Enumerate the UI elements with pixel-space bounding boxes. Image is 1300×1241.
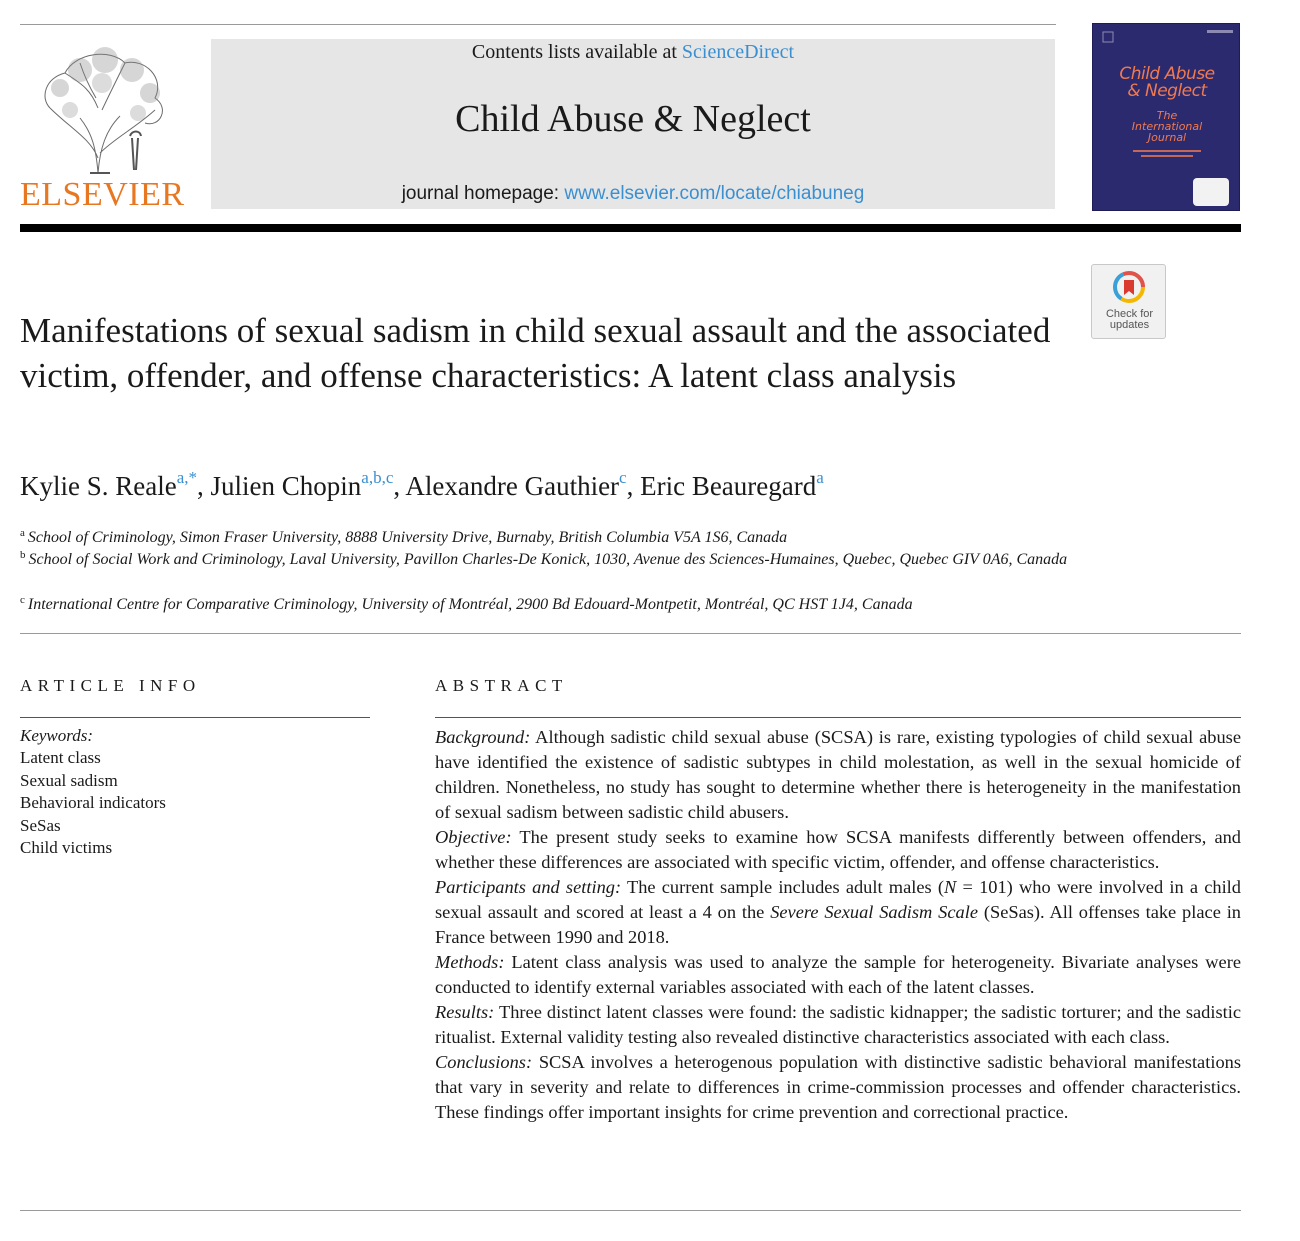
cover-title-line2: & Neglect — [1127, 81, 1207, 101]
header-thick-rule — [20, 224, 1241, 232]
contents-prefix: Contents lists available at — [471, 41, 682, 63]
affiliation-mark: a — [20, 527, 25, 539]
author-affiliation-marks[interactable]: c — [619, 468, 627, 487]
keywords-block — [20, 725, 360, 859]
article-title: Manifestations of sexual sadism in child sexual assault and the associated victim, offender, and offense characteristics: A latent class analysis — [20, 311, 1051, 395]
journal-cover-thumbnail[interactable] — [1092, 23, 1240, 211]
abstract-body — [435, 725, 1241, 1125]
background-text: Although sadistic child sexual abuse (SCSA) is rare, existing typologies of child sexual abuse have identified the existence of sadistic subtypes in child molestation, as well in the sexual homicide of children. Nonetheless, no study has sought to determine whether there is heterogeneity in the manifestation of sexual sadism between sadistic child abusers. — [435, 727, 1241, 822]
results-label: Results: — [435, 1002, 495, 1022]
cover-publisher-mark-icon — [1095, 26, 1239, 46]
conclusions-text: SCSA involves a heterogenous population with distinctive sadistic behavioral manifestations that vary in severity and relate to differences in crime-commission processes and offender characteristics. These findings offer important insights for crime prevention and correctional practice. — [435, 1052, 1241, 1122]
abstract-bottom-rule — [20, 1210, 1241, 1211]
cover-subtitle — [1093, 110, 1241, 143]
affiliation-text: School of Criminology, Simon Fraser University, 8888 University Drive, Burnaby, British Columbia V5A 1S6, Canada — [27, 529, 788, 546]
cover-title — [1093, 66, 1241, 100]
keyword-item: Behavioral indicators — [20, 793, 166, 813]
check-updates-label — [1092, 309, 1167, 331]
objective-text: The present study seeks to examine how SCSA manifests differently between offenders, and whether these differences are associated with specific victim, offender, and offense characteristics. — [435, 827, 1241, 872]
author-list — [20, 468, 1120, 502]
results-text: Three distinct latent classes were found: the sadistic kidnapper; the sadistic torturer; and the sadistic ritualist. External validity testing also revealed distinctive characteristics associated with each class. — [435, 1002, 1241, 1047]
conclusions-label: Conclusions: — [435, 1052, 533, 1072]
author-separator: , — [393, 471, 406, 501]
sciencedirect-link[interactable]: ScienceDirect — [681, 41, 795, 63]
article-info-heading: ARTICLE INFO — [20, 676, 201, 695]
homepage-prefix: journal homepage: — [401, 183, 565, 204]
abstract-results — [435, 1000, 1241, 1050]
author-name[interactable]: Eric Beauregard — [640, 471, 817, 501]
author-separator: , — [197, 471, 211, 501]
objective-label: Objective: — [435, 827, 512, 847]
participants-scale: Severe Sexual Sadism Scale — [770, 902, 979, 922]
abstract-methods — [435, 950, 1241, 1000]
participants-n: N — [944, 877, 957, 897]
author-name[interactable]: Julien Chopin — [210, 471, 362, 501]
cover-sub-line2: International — [1131, 120, 1203, 133]
author-name[interactable]: Kylie S. Reale — [20, 471, 177, 501]
abstract-heading: ABSTRACT — [435, 676, 568, 695]
author-affiliation-marks[interactable]: a,b,c — [361, 468, 394, 487]
publisher-name: ELSEVIER — [20, 176, 185, 213]
background-label: Background: — [435, 727, 531, 747]
keywords-label: Keywords: — [20, 726, 94, 745]
keyword-item: Child victims — [20, 838, 113, 858]
abstract-background — [435, 725, 1241, 825]
abstract-conclusions — [435, 1050, 1241, 1125]
keyword-item: Sexual sadism — [20, 770, 118, 790]
methods-text: Latent class analysis was used to analyze the sample for heterogeneity. Bivariate analyses were conducted to identify external variables associated with each of the latent classes. — [435, 952, 1241, 997]
contents-line — [211, 41, 1055, 64]
cover-society-seal-icon — [1193, 178, 1229, 206]
keyword-item: SeSas — [20, 815, 61, 835]
journal-homepage-line — [211, 183, 1055, 205]
participants-text-b: = 101) who were involved in a child sexual assault and scored at least a 4 on the — [435, 877, 1241, 922]
article-info-rule — [20, 717, 370, 718]
check-for-updates-button[interactable] — [1091, 264, 1166, 339]
affiliation-b — [20, 544, 1080, 571]
header-top-rule — [20, 24, 1056, 25]
keyword-item: Latent class — [20, 748, 101, 768]
journal-masthead — [211, 39, 1055, 209]
author-name[interactable]: Alexandre Gauthier — [405, 471, 620, 501]
affiliation-text: International Centre for Comparative Criminology, University of Montréal, 2900 Bd Edouard-Montpetit, Montréal, QC HST 1J4, Canada — [27, 596, 913, 613]
check-updates-line1: Check for — [1105, 308, 1154, 320]
participants-label: Participants and setting: — [435, 877, 622, 897]
participants-text-c: (SeSas). All offenses take place in France between 1990 and 2018. — [435, 902, 1241, 947]
author-affiliation-marks[interactable]: a,* — [176, 468, 198, 487]
abstract-objective — [435, 825, 1241, 875]
abstract-rule — [435, 717, 1241, 718]
section-divider — [20, 633, 1241, 634]
affiliation-c — [20, 589, 1080, 616]
cover-title-line1: Child Abuse — [1119, 64, 1215, 84]
affiliation-mark: b — [20, 549, 26, 561]
affiliation-mark: c — [20, 594, 25, 606]
participants-text-a: The current sample includes adult males ( — [621, 877, 945, 897]
cover-sub-line3: Journal — [1147, 131, 1187, 144]
cover-fine-print — [1133, 148, 1201, 162]
abstract-participants — [435, 875, 1241, 950]
check-updates-line2: updates — [1109, 319, 1150, 331]
cover-sub-line1: The — [1156, 109, 1178, 122]
author-affiliation-marks[interactable]: a — [816, 468, 824, 487]
journal-name: Child Abuse & Neglect — [455, 98, 811, 140]
homepage-link[interactable]: www.elsevier.com/locate/chiabuneg — [564, 183, 865, 204]
author-separator: , — [626, 471, 641, 501]
affiliation-text: School of Social Work and Criminology, Laval University, Pavillon Charles-De Konick, 1030, Avenue des Sciences-Humaines, Quebec, Quebec GIV 0A6, Canada — [28, 551, 1068, 568]
methods-label: Methods: — [435, 952, 505, 972]
check-updates-icon — [1112, 270, 1146, 304]
